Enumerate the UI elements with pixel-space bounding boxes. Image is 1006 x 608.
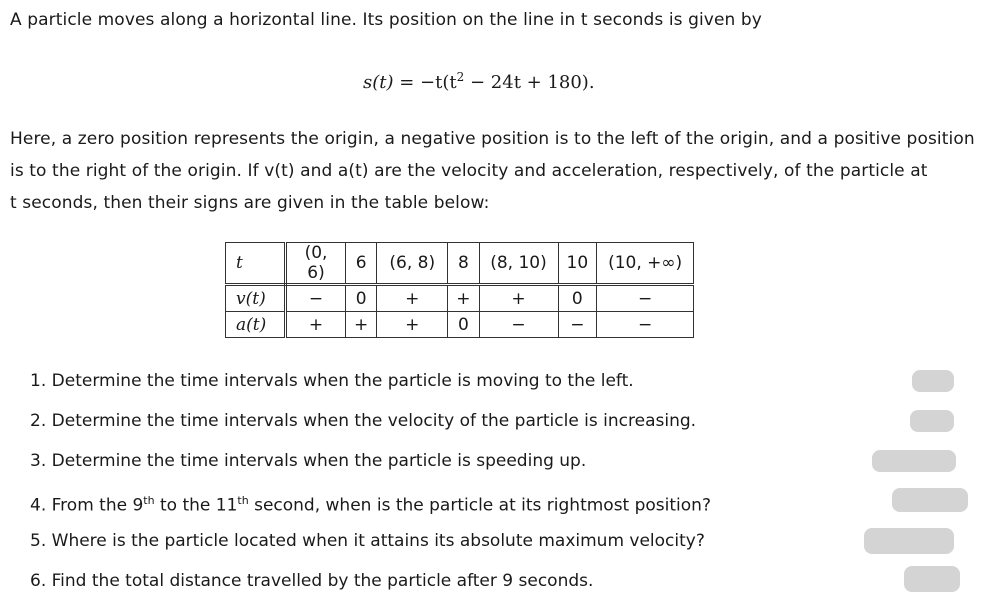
table-cell: + <box>479 285 558 312</box>
table-row-acceleration <box>226 312 694 338</box>
table-cell: t <box>226 243 286 285</box>
redaction-mark <box>904 566 960 592</box>
table-cell: − <box>597 312 694 338</box>
formula-lhs: s(t) <box>363 72 394 93</box>
question-item: 2. Determine the time intervals when the velocity of the particle is increasing. <box>30 411 697 431</box>
redaction-mark <box>892 488 968 512</box>
formula-exponent: 2 <box>456 70 465 84</box>
table-cell: − <box>597 285 694 312</box>
table-cell: + <box>286 312 346 338</box>
table-cell: + <box>377 312 448 338</box>
table-cell: 10 <box>558 243 597 285</box>
formula-rhs-suffix: − 24t + 180). <box>464 72 595 93</box>
redaction-mark <box>864 528 954 554</box>
question-list <box>30 368 711 608</box>
table-cell: 8 <box>448 243 479 285</box>
question-item: 1. Determine the time intervals when the particle is moving to the left. <box>30 371 634 391</box>
intro-text: A particle moves along a horizontal line. Its position on the line in t seconds is given by <box>10 10 762 30</box>
position-formula <box>363 70 595 93</box>
table-cell: (8, 10) <box>479 243 558 285</box>
table-cell: (6, 8) <box>377 243 448 285</box>
table-cell: 0 <box>448 312 479 338</box>
table-cell: − <box>558 312 597 338</box>
table-cell: − <box>479 312 558 338</box>
table-cell: 6 <box>346 243 377 285</box>
question-item: 3. Determine the time intervals when the particle is speeding up. <box>30 451 587 471</box>
redaction-mark <box>910 410 954 432</box>
table-cell: a(t) <box>226 312 286 338</box>
table-header-row <box>226 243 694 285</box>
question-item: 6. Find the total distance travelled by the particle after 9 seconds. <box>30 571 594 591</box>
paragraph-line-2: is to the right of the origin. If v(t) and a(t) are the velocity and acceleration, respectively, of the particle at <box>10 161 928 181</box>
question-item: 4. From the 9th to the 11th second, when is the particle at its rightmost position? <box>30 494 711 516</box>
table-cell: v(t) <box>226 285 286 312</box>
redaction-mark <box>912 370 954 392</box>
table-cell: + <box>346 312 377 338</box>
question-item: 5. Where is the particle located when it attains its absolute maximum velocity? <box>30 531 705 551</box>
table-cell: 0 <box>558 285 597 312</box>
table-cell: (0, 6) <box>286 243 346 285</box>
table-cell: 0 <box>346 285 377 312</box>
table-cell: (10, +∞) <box>597 243 694 285</box>
table-cell: + <box>377 285 448 312</box>
table-cell: + <box>448 285 479 312</box>
paragraph-line-3: t seconds, then their signs are given in the table below: <box>10 193 490 213</box>
redaction-mark <box>872 450 956 472</box>
formula-rhs-prefix: = −t(t <box>399 72 457 93</box>
sign-table <box>225 242 694 338</box>
paragraph-line-1: Here, a zero position represents the origin, a negative position is to the left of the origin, and a positive position <box>10 129 975 149</box>
table-row-velocity <box>226 285 694 312</box>
table-cell: − <box>286 285 346 312</box>
